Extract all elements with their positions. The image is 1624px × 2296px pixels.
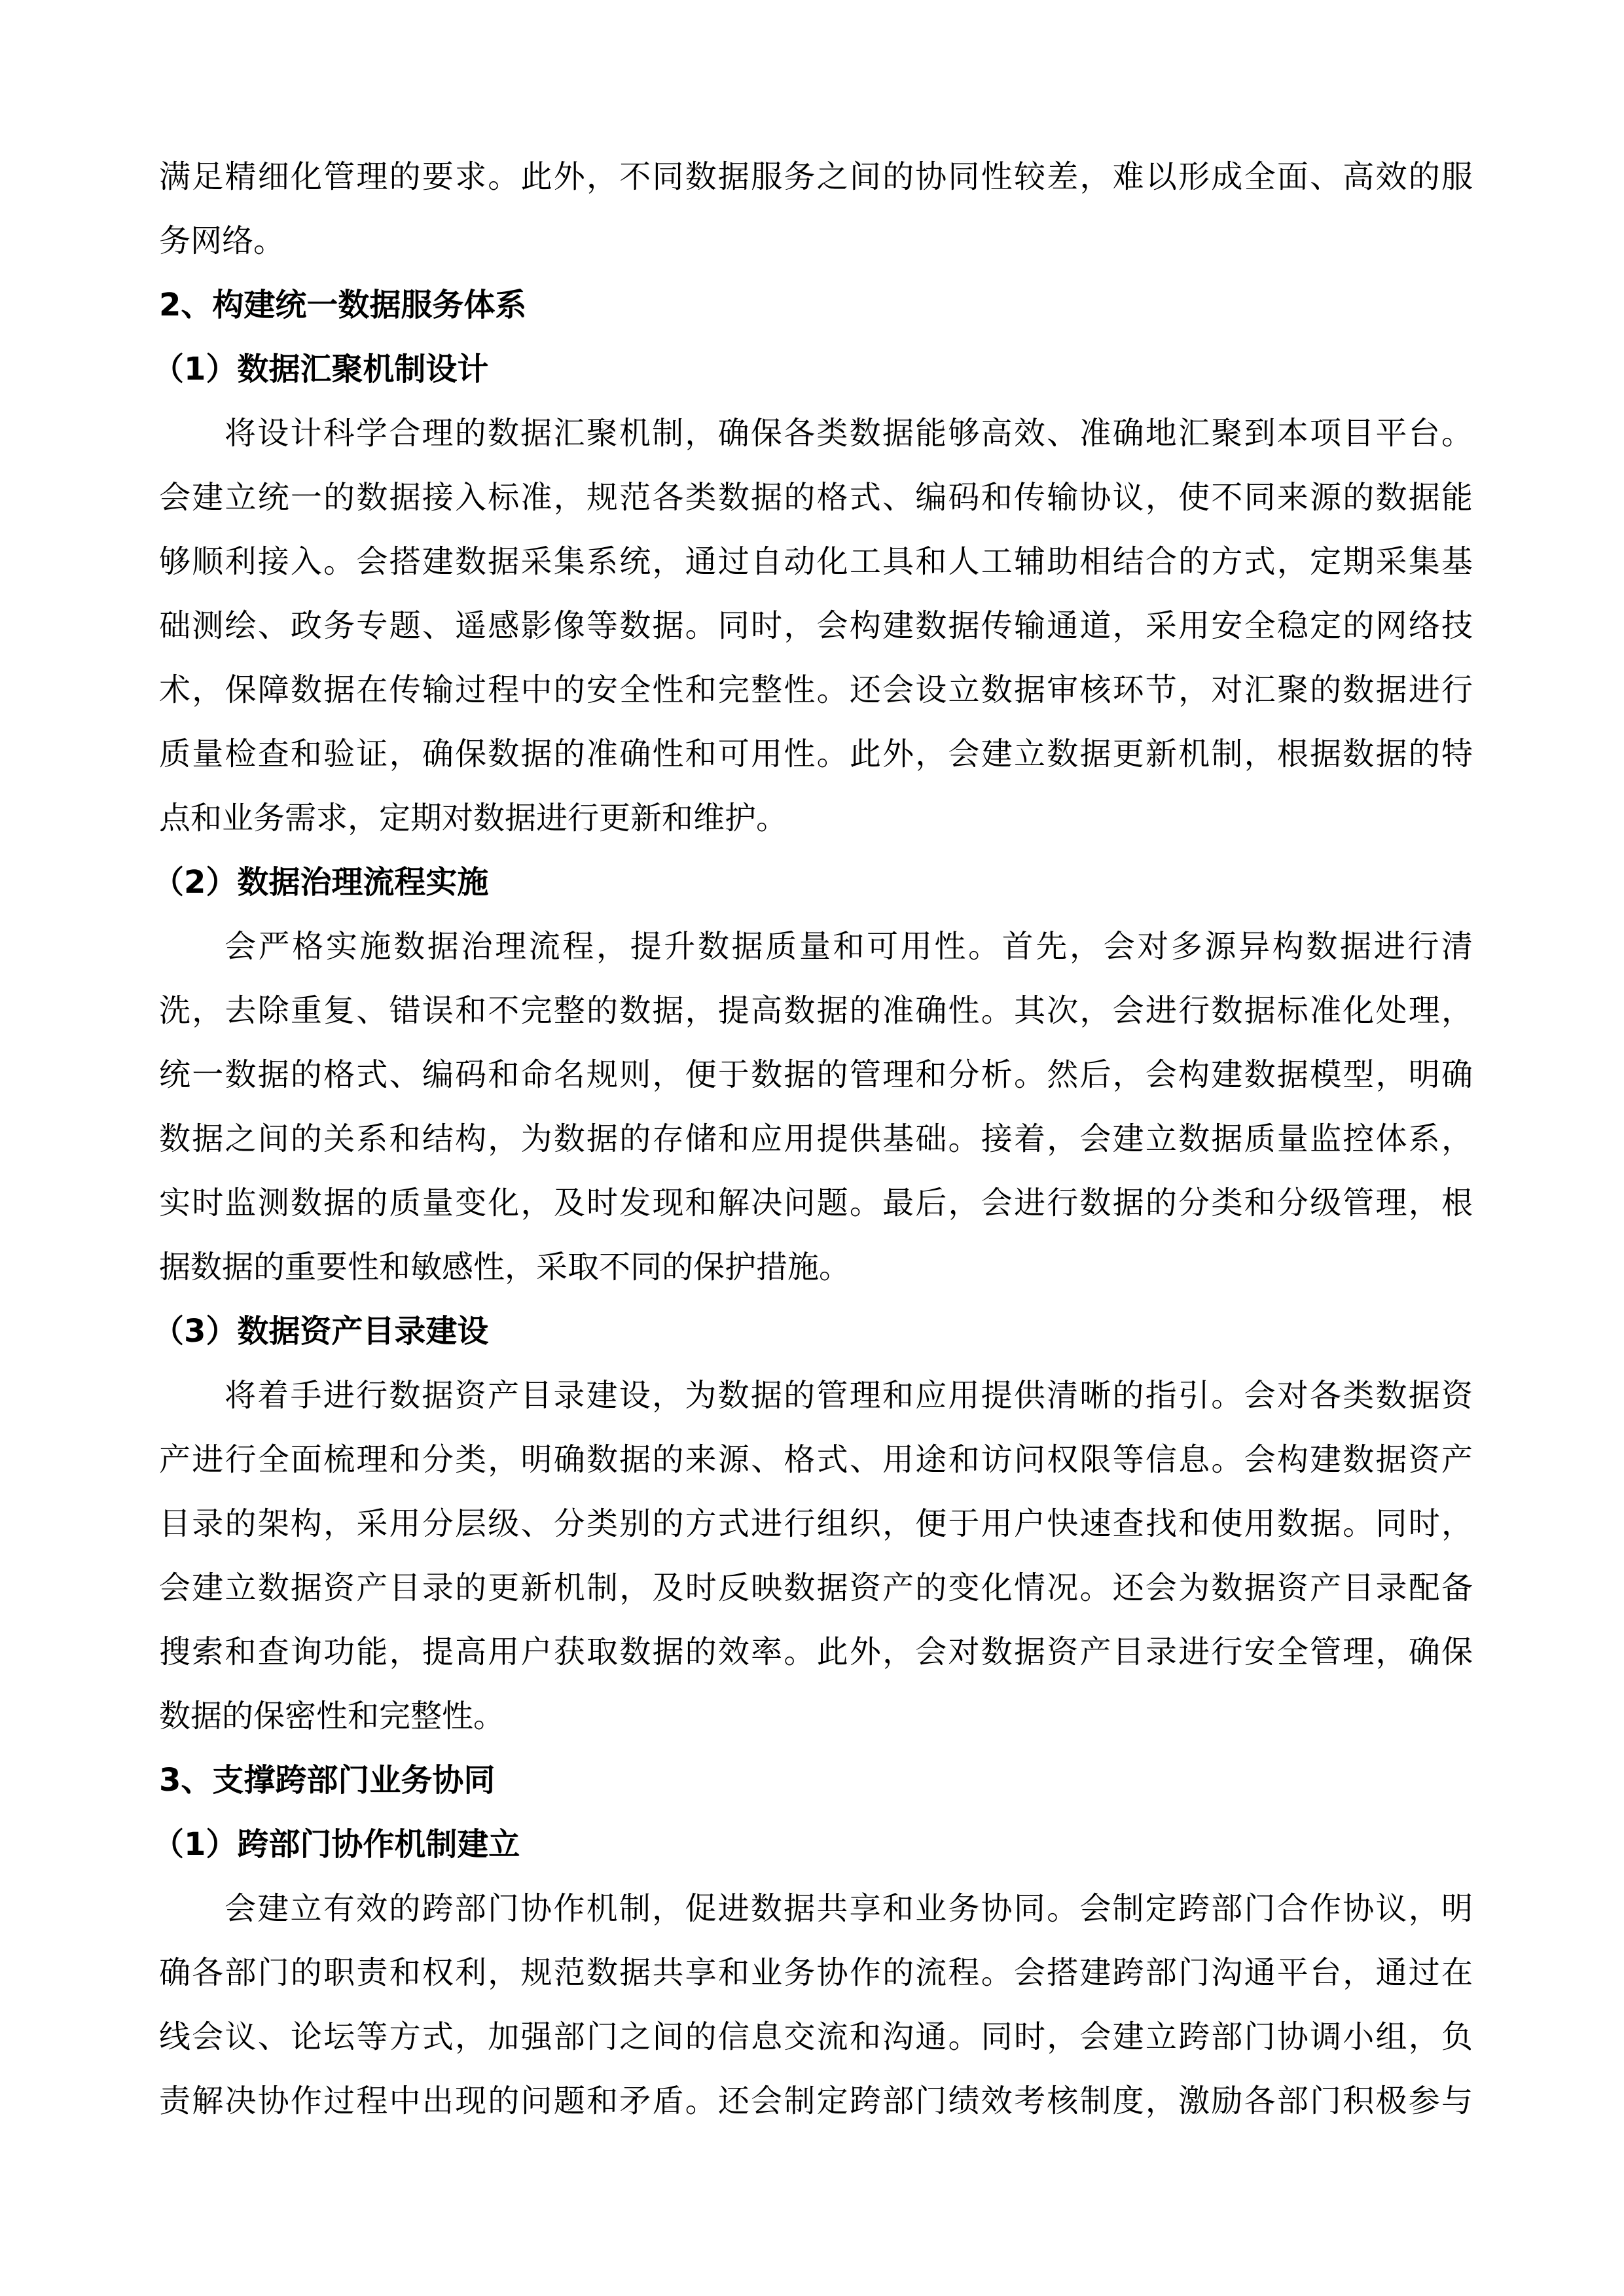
text-line: 2、构建统一数据服务体系 [159,287,527,323]
paragraph [159,145,1473,273]
text-line: 满足精细化管理的要求。此外，不同数据服务之间的协同性较差，难以形成全面、高效的服 [159,158,1473,195]
text-line: 数据之间的关系和结构，为数据的存储和应用提供基础。接着，会建立数据质量监控体系， [159,1121,1473,1157]
text-line: 点和业务需求，定期对数据进行更新和维护。 [159,800,788,836]
section-heading [159,273,1473,337]
text-line: 会建立有效的跨部门协作机制，促进数据共享和业务协同。会制定跨部门合作协议，明 [225,1890,1473,1927]
section-heading [159,1748,1473,1812]
text-line: 搜索和查询功能，提高用户获取数据的效率。此外，会对数据资产目录进行安全管理，确保 [159,1634,1473,1670]
text-line: 据数据的重要性和敏感性，采取不同的保护措施。 [159,1249,851,1285]
text-line: 会建立数据资产目录的更新机制，及时反映数据资产的变化情况。还会为数据资产目录配备 [159,1570,1473,1606]
text-line: 够顺利接入。会搭建数据采集系统，通过自动化工具和人工辅助相结合的方式，定期采集基 [159,543,1473,580]
text-line: 会建立统一的数据接入标准，规范各类数据的格式、编码和传输协议，使不同来源的数据能 [159,479,1473,516]
document-page [153,145,1473,2133]
text-line: 责解决协作过程中出现的问题和矛盾。还会制定跨部门绩效考核制度，激励各部门积极参与 [159,2083,1473,2119]
text-line: 确各部门的职责和权利，规范数据共享和业务协作的流程。会搭建跨部门沟通平台，通过在 [159,1954,1473,1991]
text-line: 质量检查和验证，确保数据的准确性和可用性。此外，会建立数据更新机制，根据数据的特 [159,736,1473,772]
text-line: （2）数据治理流程实施 [153,864,489,901]
text-line: 3、支撑跨部门业务协同 [159,1762,496,1799]
text-line: 目录的架构，采用分层级、分类别的方式进行组织，便于用户快速查找和使用数据。同时， [159,1505,1473,1542]
text-line: 将着手进行数据资产目录建设，为数据的管理和应用提供清晰的指引。会对各类数据资 [225,1377,1473,1414]
subsection-heading [153,337,1473,401]
paragraph [159,1363,1473,1748]
text-line: 数据的保密性和完整性。 [159,1698,505,1734]
text-line: 将设计科学合理的数据汇聚机制，确保各类数据能够高效、准确地汇聚到本项目平台。 [225,415,1473,452]
text-line: 会严格实施数据治理流程，提升数据质量和可用性。首先，会对多源异构数据进行清 [225,928,1473,965]
text-line: 础测绘、政务专题、遥感影像等数据。同时，会构建数据传输通道，采用安全稳定的网络技 [159,607,1473,644]
subsection-heading [153,1812,1473,1876]
paragraph [159,914,1473,1299]
text-line: 统一数据的格式、编码和命名规则，便于数据的管理和分析。然后，会构建数据模型，明确 [159,1056,1473,1093]
text-line: （3）数据资产目录建设 [153,1313,489,1350]
paragraph [159,401,1473,850]
text-line: 洗，去除重复、错误和不完整的数据，提高数据的准确性。其次，会进行数据标准化处理， [159,992,1473,1029]
paragraph [159,1876,1473,2133]
text-line: 术，保障数据在传输过程中的安全性和完整性。还会设立数据审核环节，对汇聚的数据进行 [159,672,1473,708]
text-line: 务网络。 [159,223,285,259]
text-line: （1）数据汇聚机制设计 [153,351,489,387]
text-line: 线会议、论坛等方式，加强部门之间的信息交流和沟通。同时，会建立跨部门协调小组，负 [159,2018,1473,2055]
text-line: 实时监测数据的质量变化，及时发现和解决问题。最后，会进行数据的分类和分级管理，根 [159,1185,1473,1221]
subsection-heading [153,1299,1473,1363]
text-line: 产进行全面梳理和分类，明确数据的来源、格式、用途和访问权限等信息。会构建数据资产 [159,1441,1473,1478]
subsection-heading [153,850,1473,914]
text-line: （1）跨部门协作机制建立 [153,1826,520,1863]
